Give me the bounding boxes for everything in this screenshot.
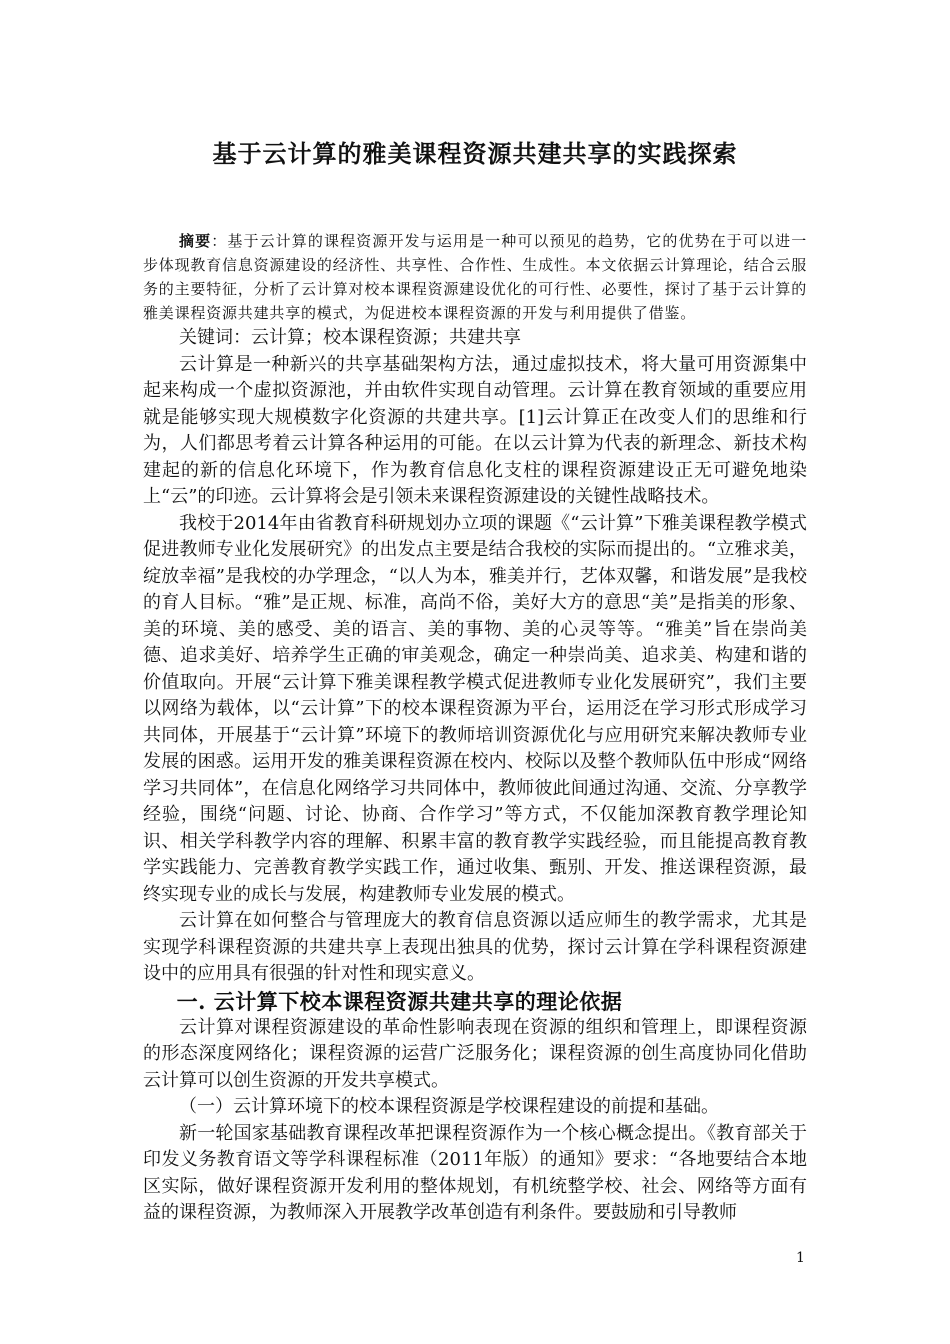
abstract-label: 摘要: [179, 232, 212, 250]
paragraph: 云计算对课程资源建设的革命性影响表现在资源的组织和管理上，即课程资源的形态深度网络化；课程资源的运营广泛服务化；课程资源的创生高度协同化借助云计算可以创生资源的开发共享模式。: [143, 1016, 807, 1091]
paragraph: 我校于2014年由省教育科研规划办立项的课题《“云计算”下雅美课程教学模式促进教师专业化发展研究》的出发点主要是结合我校的实际而提出的。“立雅求美，绽放幸福”是我校的办学理念，“以人为本，雅美并行，艺体双馨，和谐发展”是我校的育人目标。“雅”是正规、标准，高尚不俗，美好大方的意思“美”是指美的形象、美的环境、美的感受、美的语言、美的事物、美的心灵等等。“雅美”旨在崇尚美德、追求美好、培养学生正确的审美观念，确定一种崇尚美、追求美、构建和谐的价值取向。开展“云计算下雅美课程教学模式促进教师专业化发展研究”，我们主要以网络为载体，以“云计算”下的校本课程资源为平台，运用泛在学习形式形成学习共同体，开展基于“云计算”环境下的教师培训资源优化与应用研究来解决教师专业发展的困惑。运用开发的雅美课程资源在校内、校际以及整个教师队伍中形成“网络学习共同体”，在信息化网络学习共同体中，教师彼此间通过沟通、交流、分享教学经验，围绕“问题、讨论、协商、合作学习”等方式，不仅能加深教育教学理论知识、相关学科教学内容的理解、积累丰富的教育教学实践经验，而且能提高教育教学实践能力、完善教育教学实践工作，通过收集、甄别、开发、推送课程资源，最终实现专业的成长与发展，构建教师专业发展的模式。: [143, 512, 807, 905]
paragraph: 新一轮国家基础教育课程改革把课程资源作为一个核心概念提出。《教育部关于印发义务教育语文等学科课程标准（2011年版）的通知》要求：“各地要结合本地区实际，做好课程资源开发利用的整体规划，有机统整学校、社会、网络等方面有益的课程资源，为教师深入开展教学改革创造有利条件。要鼓励和引导教师: [143, 1122, 807, 1223]
section-heading: 一. 云计算下校本课程资源共建共享的理论依据: [176, 988, 623, 1014]
abstract-text: ：基于云计算的课程资源开发与运用是一种可以预见的趋势，它的优势在于可以进一步体现教育信息资源建设的经济性、共享性、合作性、生成性。本文依据云计算理论，结合云服务的主要特征，分析了云计算对校本课程资源建设优化的可行性、必要性，探讨了基于云计算的雅美课程资源共建共享的模式，为促进校本课程资源的开发与利用提供了借鉴。: [143, 232, 807, 322]
page-title: 基于云计算的雅美课程资源共建共享的实践探索: [212, 139, 738, 168]
paragraph: 云计算在如何整合与管理庞大的教育信息资源以适应师生的教学需求，尤其是实现学科课程资源的共建共享上表现出独具的优势，探讨云计算在学科课程资源建设中的应用具有很强的针对性和现实意义。: [143, 910, 807, 984]
subsection-heading: （一）云计算环境下的校本课程资源是学校课程建设的前提和基础。: [179, 1096, 719, 1117]
paragraph: 云计算是一种新兴的共享基础架构方法，通过虚拟技术，将大量可用资源集中起来构成一个虚拟资源池，并由软件实现自动管理。云计算在教育领域的重要应用就是能够实现大规模数字化资源的共建共享。[1]云计算正在改变人们的思维和行为，人们都思考着云计算各种运用的可能。在以云计算为代表的新理念、新技术构建起的新的信息化环境下，作为教育信息化支柱的课程资源建设正无可避免地染上“云”的印迹。云计算将会是引领未来课程资源建设的关键性战略技术。: [143, 353, 807, 507]
body-text: [143, 325, 807, 1227]
abstract: [143, 229, 807, 325]
keywords: 关键词：云计算；校本课程资源；共建共享: [179, 327, 521, 348]
page-number: 1: [796, 1250, 805, 1266]
